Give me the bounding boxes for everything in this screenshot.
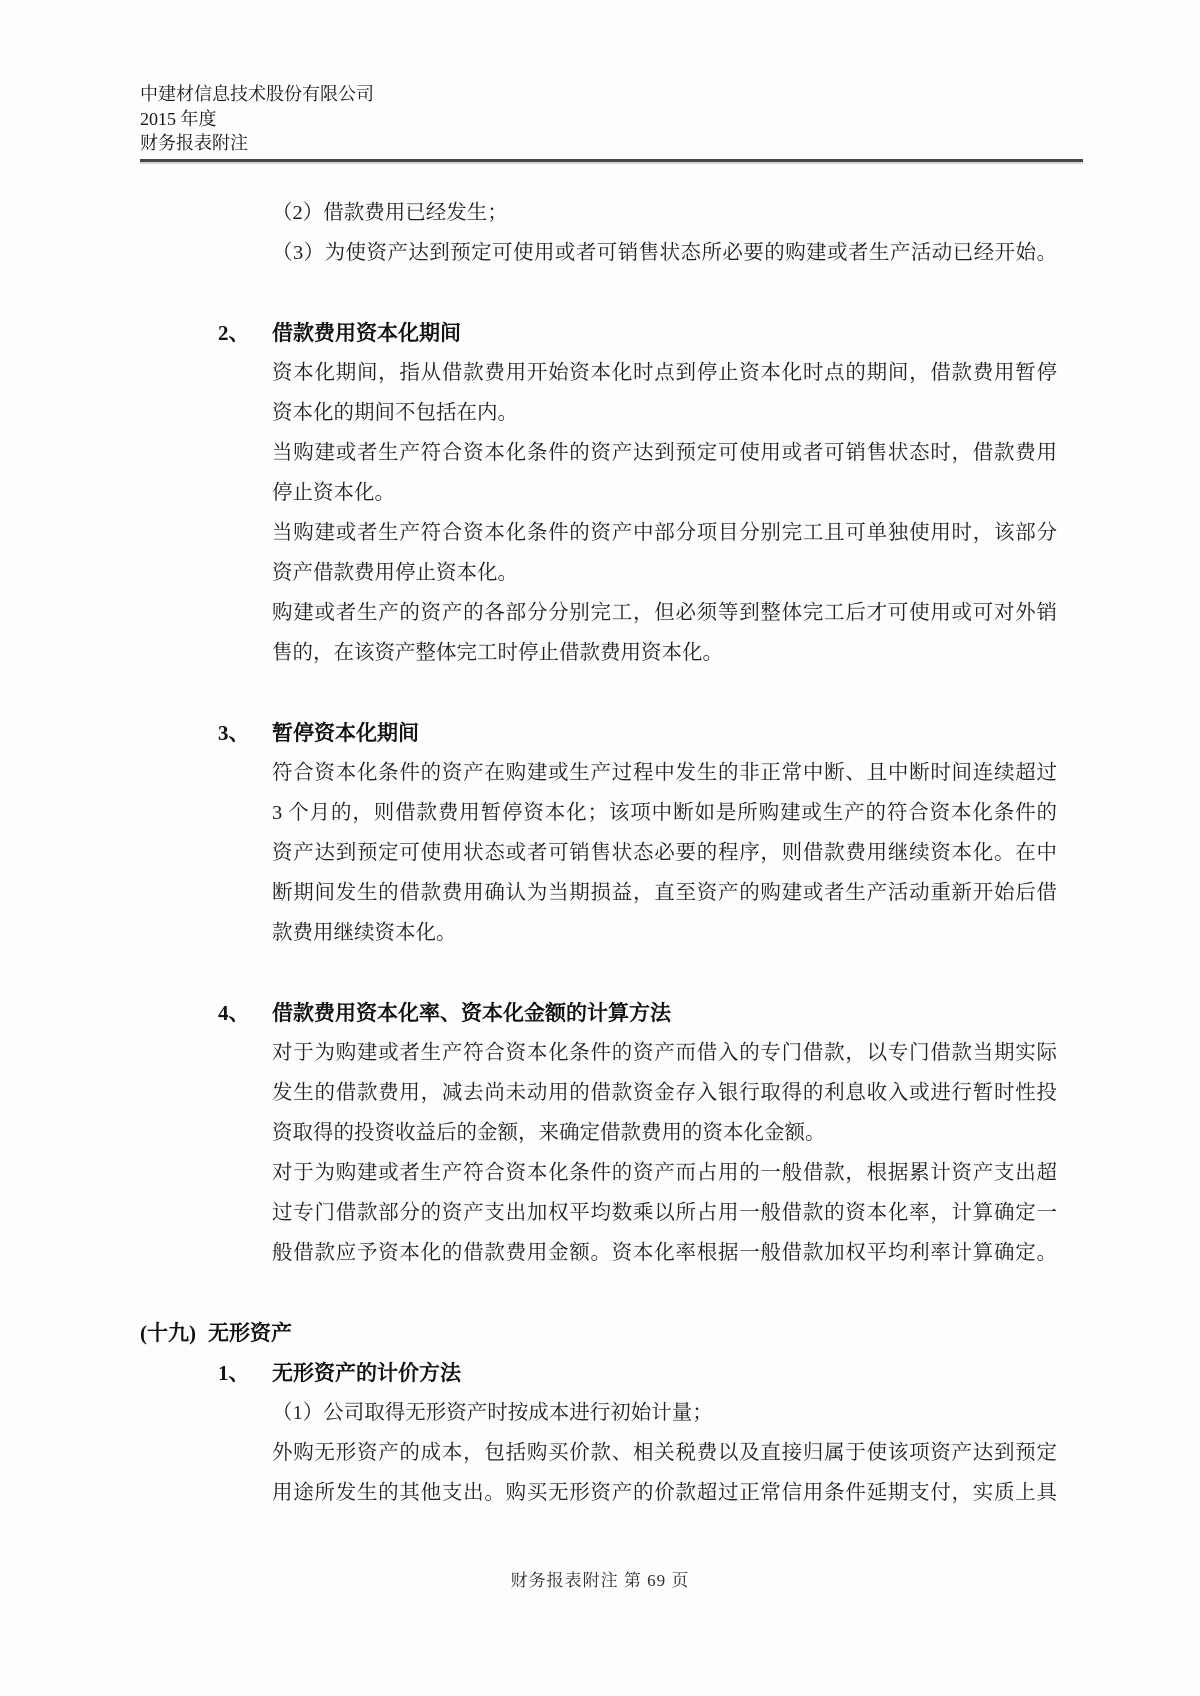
chapter-number: (十九) [140, 1320, 196, 1345]
body-line: 用途所发生的其他支出。购买无形资产的价款超过正常信用条件延期支付，实质上具 [272, 1481, 1057, 1504]
body-line: 发生的借款费用，减去尚未动用的借款资金存入银行取得的利息收入或进行暂时性投 [272, 1081, 1057, 1104]
intro-line: （3）为使资产达到预定可使用或者可销售状态所必要的购建或者生产活动已经开始。 [272, 241, 1057, 264]
header-divider [140, 159, 1083, 162]
body-line: 购建或者生产的资产的各部分分别完工，但必须等到整体完工后才可使用或可对外销 [272, 601, 1057, 624]
section-number: 1、 [218, 1360, 250, 1385]
body-line: （1）公司取得无形资产时按成本进行初始计量； [272, 1401, 713, 1424]
section-heading [140, 713, 1083, 753]
body-line: 般借款应予资本化的借款费用金额。资本化率根据一般借款加权平均利率计算确定。 [272, 1241, 1057, 1264]
body-line: 3 个月的，则借款费用暂停资本化；该项中断如是所购建或生产的符合资本化条件的 [272, 801, 1057, 824]
section-title: 借款费用资本化期间 [272, 320, 461, 345]
section-title: 无形资产的计价方法 [272, 1360, 461, 1385]
body-line: 资本化的期间不包括在内。 [272, 401, 518, 424]
section-title: 暂停资本化期间 [272, 720, 419, 745]
body-line: 停止资本化。 [272, 481, 395, 504]
chapter-title: 无形资产 [208, 1320, 292, 1345]
section-title: 借款费用资本化率、资本化金额的计算方法 [272, 1000, 671, 1025]
page-header [140, 82, 1083, 156]
body-line: 资本化期间，指从借款费用开始资本化时点到停止资本化时点的期间，借款费用暂停 [272, 361, 1057, 384]
body-line: 资产达到预定可使用状态或者可销售状态必要的程序，则借款费用继续资本化。在中 [272, 841, 1057, 864]
company-name: 中建材信息技术股份有限公司 [140, 84, 374, 104]
body-line: 对于为购建或者生产符合资本化条件的资产而借入的专门借款，以专门借款当期实际 [272, 1041, 1057, 1064]
section-number: 2、 [218, 320, 250, 345]
report-year: 2015 年度 [140, 108, 217, 129]
section-number: 4、 [218, 1000, 250, 1025]
body-line: 符合资本化条件的资产在购建或生产过程中发生的非正常中断、且中断时间连续超过 [272, 761, 1057, 784]
document-content [140, 193, 1083, 1513]
intro-line: （2）借款费用已经发生； [272, 201, 508, 224]
body-line: 售的，在该资产整体完工时停止借款费用资本化。 [272, 641, 723, 664]
body-line: 过专门借款部分的资产支出加权平均数乘以所占用一般借款的资本化率，计算确定一 [272, 1201, 1057, 1224]
blank-line [140, 953, 1083, 993]
chapter-heading [140, 1313, 1083, 1353]
report-title: 财务报表附注 [140, 133, 248, 154]
body-line: 断期间发生的借款费用确认为当期损益，直至资产的购建或者生产活动重新开始后借 [272, 881, 1057, 904]
body-line: 款费用继续资本化。 [272, 921, 457, 944]
section-number: 3、 [218, 720, 250, 745]
body-line: 外购无形资产的成本，包括购买价款、相关税费以及直接归属于使该项资产达到预定 [272, 1441, 1057, 1464]
section-heading [140, 313, 1083, 353]
body-line: 资产借款费用停止资本化。 [272, 561, 518, 584]
body-line: 对于为购建或者生产符合资本化条件的资产而占用的一般借款，根据累计资产支出超 [272, 1161, 1057, 1184]
section-heading [140, 993, 1083, 1033]
body-line: 资取得的投资收益后的金额，来确定借款费用的资本化金额。 [272, 1121, 826, 1144]
body-line: 当购建或者生产符合资本化条件的资产中部分项目分别完工且可单独使用时，该部分 [272, 521, 1057, 544]
page-footer: 财务报表附注 第 69 页 [510, 1571, 690, 1590]
blank-line [140, 1273, 1083, 1313]
blank-line [140, 273, 1083, 313]
blank-line [140, 673, 1083, 713]
body-line: 当购建或者生产符合资本化条件的资产达到预定可使用或者可销售状态时，借款费用 [272, 441, 1057, 464]
section-heading [140, 1353, 1083, 1393]
